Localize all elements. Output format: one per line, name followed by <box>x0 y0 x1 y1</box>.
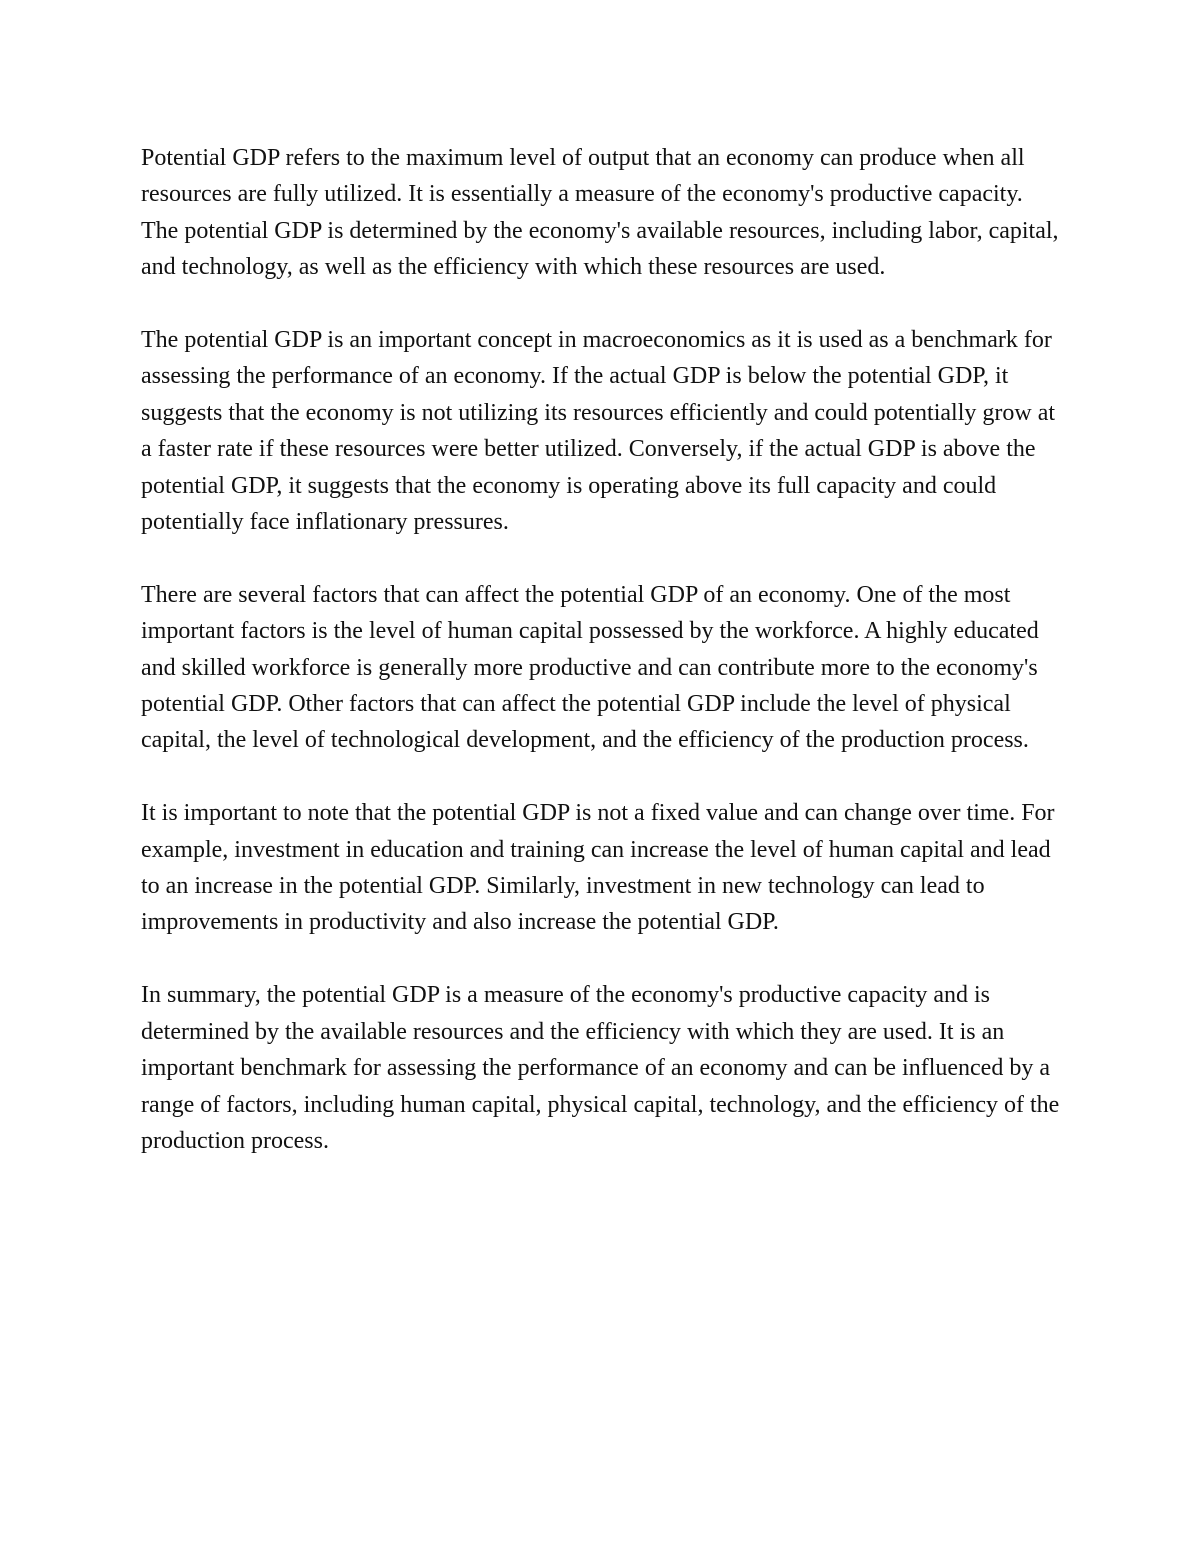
paragraph-4: It is important to note that the potential GDP is not a fixed value and can change over time. For example, investment in education and training can increase the level of human capital and lead to an increase in the potential GDP. Similarly, investment in new technology can lead to improvements in productivity and also increase the potential GDP. <box>141 800 1055 936</box>
document-body <box>141 140 1061 1159</box>
paragraph-2: The potential GDP is an important concept in macroeconomics as it is used as a benchmark for assessing the performance of an economy. If the actual GDP is below the potential GDP, it suggests that the economy is not utilizing its resources efficiently and could potentially grow at a faster rate if these resources were better utilized. Conversely, if the actual GDP is above the potential GDP, it suggests that the economy is operating above its full capacity and could potentially face inflationary pressures. <box>141 327 1056 536</box>
paragraph-5: In summary, the potential GDP is a measure of the economy's productive capacity and is determined by the available resources and the efficiency with which they are used. It is an important benchmark for assessing the performance of an economy and can be influenced by a range of factors, including human capital, physical capital, technology, and the efficiency of the production process. <box>141 982 1060 1154</box>
paragraph-3: There are several factors that can affect the potential GDP of an economy. One of the most important factors is the level of human capital possessed by the workforce. A highly educated and skilled workforce is generally more productive and can contribute more to the economy's potential GDP. Other factors that can affect the potential GDP include the level of physical capital, the level of technological development, and the efficiency of the production process. <box>141 581 1039 754</box>
paragraph-1: Potential GDP refers to the maximum level of output that an economy can produce when all resources are fully utilized. It is essentially a measure of the economy's productive capacity. The potential GDP is determined by the economy's available resources, including labor, capital, and technology, as well as the efficiency with which these resources are used. <box>141 145 1059 281</box>
